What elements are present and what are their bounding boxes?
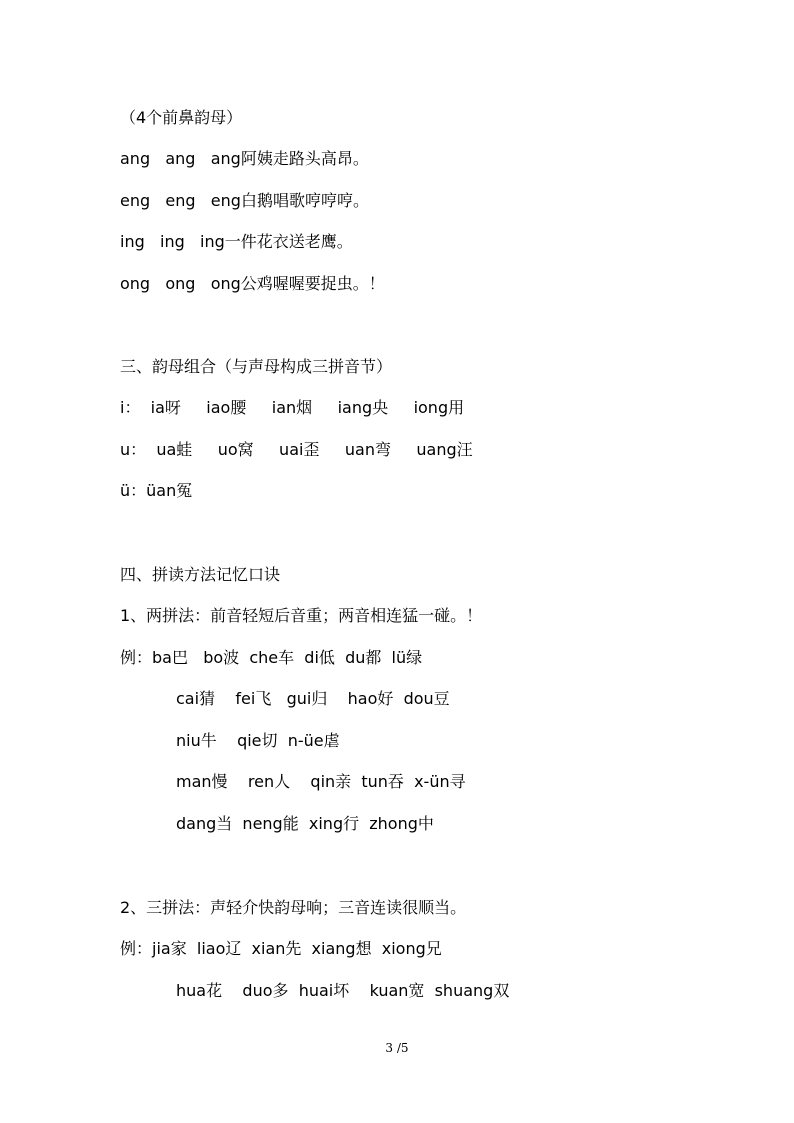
example-line: 例：ba巴 bo波 che车 di低 du都 lü绿	[120, 648, 423, 667]
example-line: man慢 ren人 qin亲 tun吞 x-ün寻	[176, 772, 466, 791]
page-number: 3 /5	[385, 1041, 409, 1055]
text-line-eng: eng eng eng白鹅唱歌哼哼哼。	[120, 191, 369, 210]
example-line: cai猜 fei飞 gui归 hao好 dou豆	[176, 689, 450, 708]
example-line: dang当 neng能 xing行 zhong中	[176, 814, 434, 833]
text-line-ong: ong ong ong公鸡喔喔要捉虫。！	[120, 274, 385, 293]
rule-three-part: 2、三拼法：声轻介快韵母响；三音连读很顺当。	[120, 898, 467, 917]
rule-two-part: 1、两拼法：前音轻短后音重；两音相连猛一碰。！	[120, 606, 483, 625]
example-line: hua花 duo多 huai坏 kuan宽 shuang双	[176, 981, 510, 1000]
text-line-ang: ang ang ang阿姨走路头高昂。	[120, 149, 369, 168]
text-line-ing: ing ing ing一件花衣送老鹰。	[120, 232, 353, 251]
example-line: niu牛 qie切 n-üe虐	[176, 731, 340, 750]
text-line-i-combos: i： ia呀 iao腰 ian烟 iang央 iong用	[120, 398, 465, 417]
section-heading-four: 四、拼读方法记忆口诀	[120, 565, 281, 584]
text-line-u-combos: u： ua蛙 uo窝 uai歪 uan弯 uang汪	[120, 440, 473, 459]
text-line-v-combos: ü：üan冤	[120, 481, 193, 500]
example-line: 例：jia家 liao辽 xian先 xiang想 xiong兄	[120, 939, 442, 958]
section-heading-front-nasal: （4个前鼻韵母）	[120, 108, 243, 127]
section-heading-three: 三、韵母组合（与声母构成三拼音节）	[120, 357, 393, 376]
